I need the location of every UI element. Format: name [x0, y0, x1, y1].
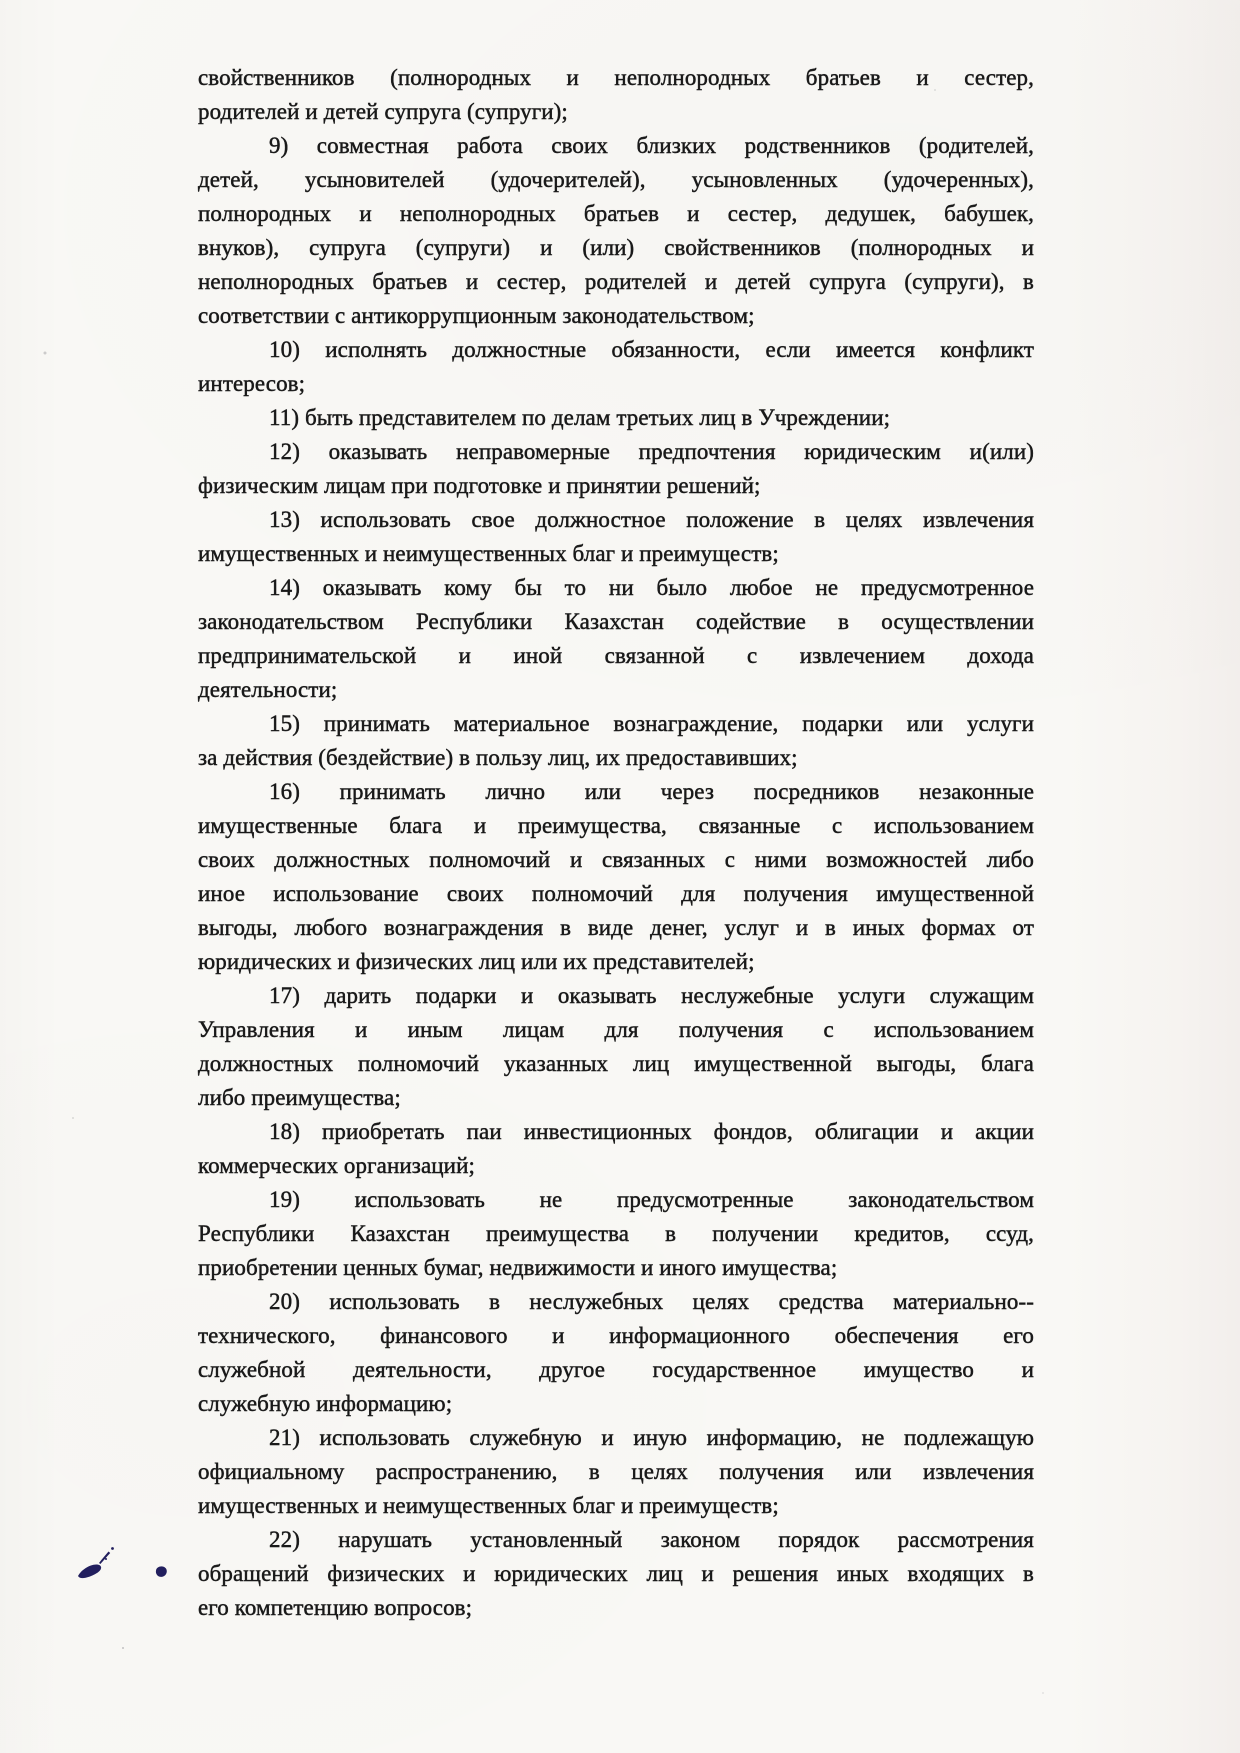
text-line: 16) принимать лично или через посредников незаконные	[269, 779, 1034, 804]
text-line: коммерческих организаций;	[198, 1153, 475, 1178]
text-line: родителей и детей супруга (супруги);	[198, 99, 568, 124]
text-line: 13) использовать свое должностное положение в целях извлечения	[269, 507, 1034, 532]
text-line: 12) оказывать неправомерные предпочтения юридическим и(или)	[269, 439, 1034, 464]
text-line: физическим лицам при подготовке и принятии решений;	[198, 473, 761, 498]
text-line: Республики Казахстан преимущества в получении кредитов, ссуд,	[198, 1221, 1034, 1246]
text-line: обращений физических и юридических лиц и решения иных входящих в	[198, 1561, 1034, 1586]
text-line: детей, усыновителей (удочерителей), усыновленных (удочеренных),	[198, 167, 1034, 192]
ink-blob	[156, 1566, 167, 1576]
text-line: 22) нарушать установленный законом порядок рассмотрения	[269, 1527, 1034, 1552]
text-line: служебную информацию;	[198, 1391, 453, 1416]
text-line: имущественных и неимущественных благ и преимуществ;	[198, 541, 779, 566]
text-line: 18) приобретать паи инвестиционных фондов, облигации и акции	[269, 1119, 1034, 1144]
document-body	[198, 61, 1034, 1625]
text-line: 17) дарить подарки и оказывать неслужебные услуги служащим	[269, 983, 1034, 1008]
ink-dot-small	[111, 1547, 114, 1550]
text-line: 14) оказывать кому бы то ни было любое не предусмотренное	[269, 575, 1034, 600]
ink-marks	[72, 1540, 182, 1592]
text-line: имущественные блага и преимущества, связанные с использованием	[198, 813, 1034, 838]
text-line: неполнородных братьев и сестер, родителей и детей супруга (супруги), в	[198, 269, 1034, 294]
text-line: 19) использовать не предусмотренные законодательством	[269, 1187, 1034, 1212]
text-line: свойственников (полнородных и неполнородных братьев и сестер,	[198, 65, 1034, 90]
ink-dot-small	[105, 1558, 107, 1560]
text-line: его компетенцию вопросов;	[198, 1595, 473, 1620]
text-line: соответствии с антикоррупционным законодательством;	[198, 303, 755, 328]
text-line: приобретении ценных бумаг, недвижимости и иного имущества;	[198, 1255, 838, 1280]
text-line: иное использование своих полномочий для получения имущественной	[198, 881, 1034, 906]
text-line: интересов;	[198, 371, 306, 396]
text-line: полнородных и неполнородных братьев и сестер, дедушек, бабушек,	[198, 201, 1034, 226]
text-line: 21) использовать служебную и иную информацию, не подлежащую	[269, 1425, 1034, 1450]
text-line: служебной деятельности, другое государственное имущество и	[198, 1357, 1034, 1382]
text-line: внуков), супруга (супруги) и (или) свойственников (полнородных и	[198, 235, 1034, 260]
text-line: либо преимущества;	[198, 1085, 401, 1110]
scan-speck	[122, 1647, 124, 1649]
text-line: 11) быть представителем по делам третьих лиц в Учреждении;	[269, 405, 891, 430]
text-line: имущественных и неимущественных благ и преимуществ;	[198, 1493, 779, 1518]
text-line: технического, финансового и информационного обеспечения его	[198, 1323, 1034, 1348]
text-line: за действия (бездействие) в пользу лиц, их предоставивших;	[198, 745, 798, 770]
text-line: деятельности;	[198, 677, 338, 702]
text-line: 20) использовать в неслужебных целях средства материально--	[269, 1289, 1034, 1314]
text-line: 10) исполнять должностные обязанности, если имеется конфликт	[269, 337, 1034, 362]
text-line: предпринимательской и иной связанной с извлечением дохода	[198, 643, 1034, 668]
text-line: выгоды, любого вознаграждения в виде денег, услуг и в иных формах от	[198, 915, 1034, 940]
text-line: законодательством Республики Казахстан содействие в осуществлении	[198, 609, 1034, 634]
ink-smudge	[78, 1564, 101, 1578]
text-line: должностных полномочий указанных лиц имущественной выгоды, блага	[198, 1051, 1034, 1076]
text-line: своих должностных полномочий и связанных с ними возможностей либо	[198, 847, 1034, 872]
text-line: юридических и физических лиц или их представителей;	[198, 949, 755, 974]
ink-smudge-tail	[99, 1552, 110, 1565]
text-line: Управления и иным лицам для получения с использованием	[198, 1017, 1034, 1042]
text-line: 15) принимать материальное вознаграждение, подарки или услуги	[269, 711, 1034, 736]
text-line: официальному распространению, в целях получения или извлечения	[198, 1459, 1034, 1484]
text-line: 9) совместная работа своих близких родственников (родителей,	[269, 133, 1034, 158]
